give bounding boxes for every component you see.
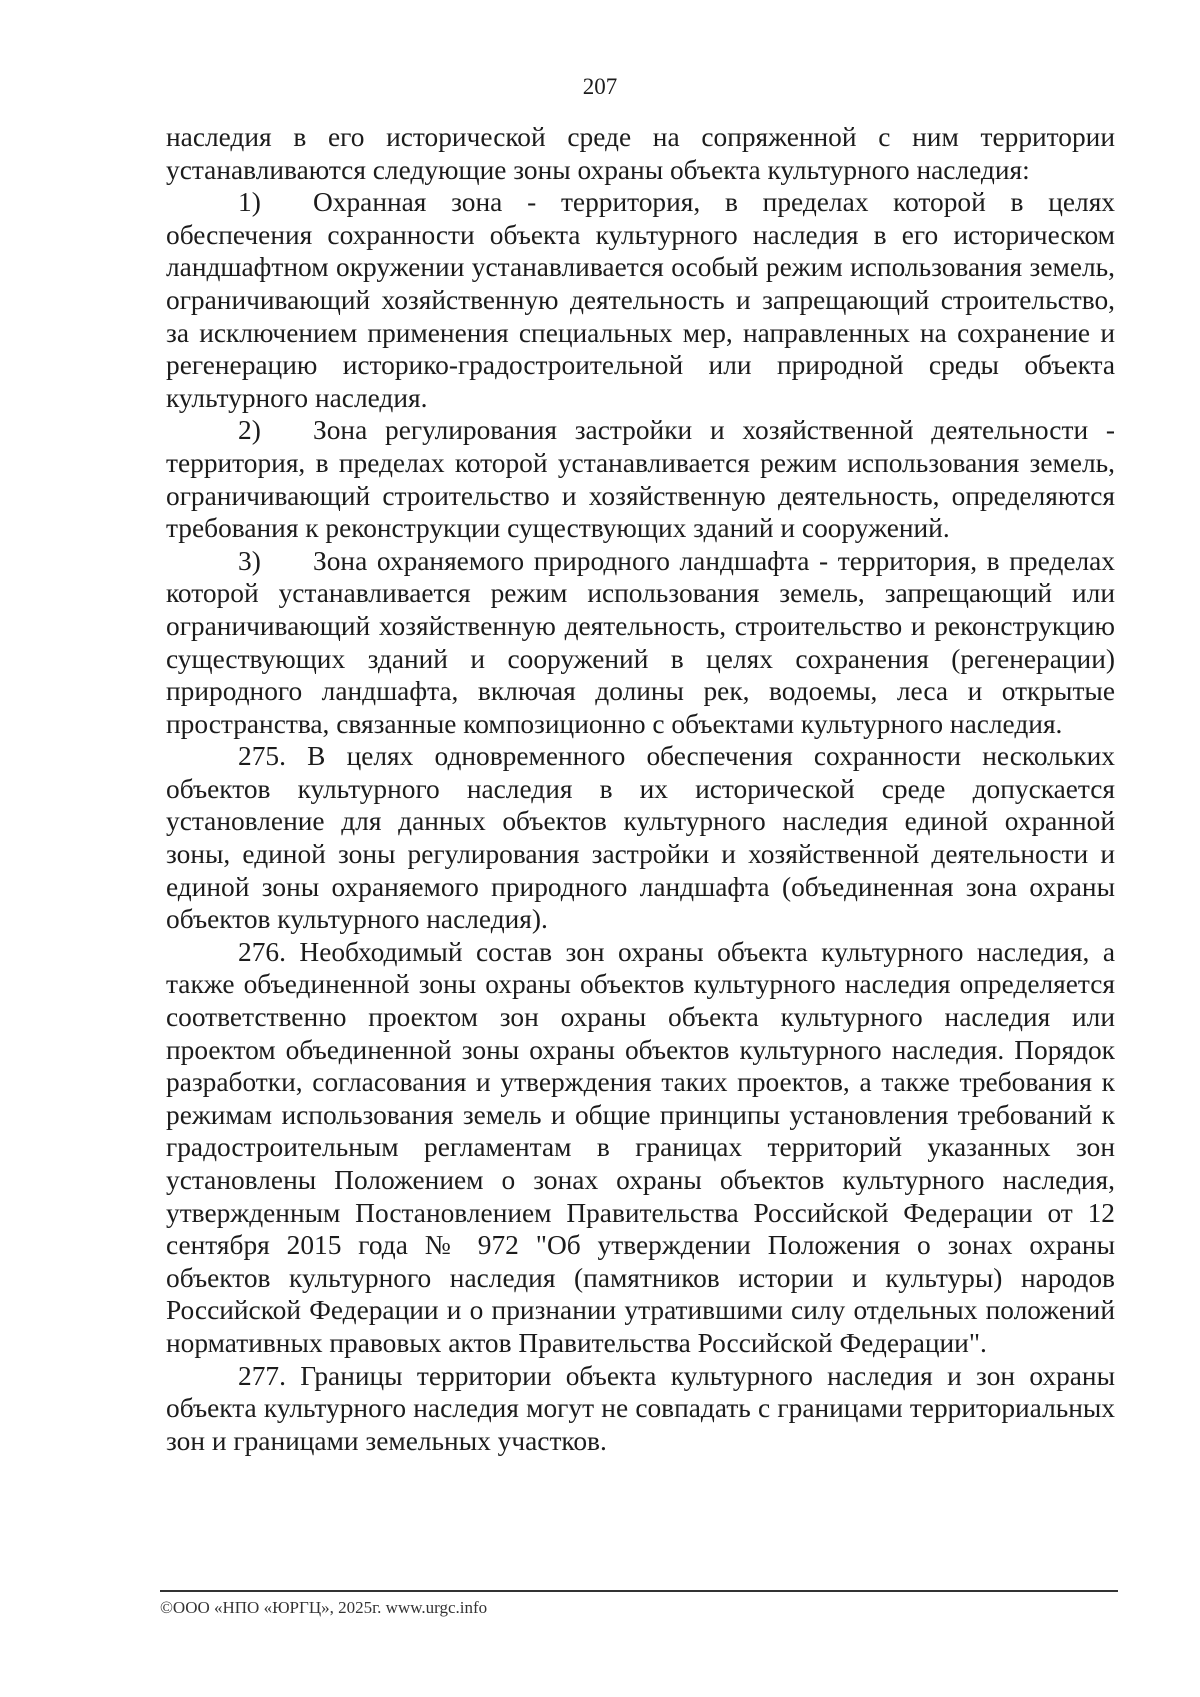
paragraph-277: 277. Границы территории объекта культурного наследия и зон охраны объекта культурного наследия могут не совпадать с границами территориальных зон и границами земельных участков. [166, 1360, 1115, 1456]
list-item-regulation-zone [166, 414, 1115, 544]
page-number: 207 [582, 74, 618, 99]
list-item-text: Зона регулирования застройки и хозяйственной деятельности - территория, в пределах которой устанавливается режим использования земель, ограничивающий строительство и хозяйственную деятельность, определяются требования к реконструкции существующих зданий и сооружений. [166, 415, 1115, 544]
list-number: 2) [238, 415, 261, 446]
list-item-text: Охранная зона - территория, в пределах которой в целях обеспечения сохранности объекта культурного наследия в его историческом ландшафтном окружении устанавливается особый режим использования земель, ограничивающий хозяйственную деятельность и запрещающий строительство, за исключением применения специальных мер, направленных на сохранение и регенерацию историко-градостроительной или природной среды объекта культурного наследия. [166, 187, 1115, 413]
paragraph-275: 275. В целях одновременного обеспечения сохранности нескольких объектов культурного наследия в их исторической среде допускается установление для данных объектов культурного наследия единой охранной зоны, единой зоны регулирования застройки и хозяйственной деятельности и единой зоны охраняемого природного ландшафта (объединенная зона охраны объектов культурного наследия). [166, 741, 1115, 935]
list-number: 3) [238, 545, 261, 576]
list-number: 1) [238, 187, 261, 218]
list-item-protection-zone [166, 186, 1115, 414]
document-body [166, 121, 1115, 1457]
list-item-landscape-zone [166, 545, 1115, 741]
list-item-text: Зона охраняемого природного ландшафта - территория, в пределах которой устанавливается режим использования земель, запрещающий или ограничивающий хозяйственную деятельность, строительство и реконструкцию существующих зданий и сооружений в целях сохранения (регенерации) природного ландшафта, включая долины рек, водоемы, леса и открытые пространства, связанные композиционно с объектами культурного наследия. [166, 545, 1115, 739]
paragraph-continuation: наследия в его исторической среде на сопряженной с ним территории устанавливаются следующие зоны охраны объекта культурного наследия: [166, 122, 1115, 185]
footer-divider [160, 1590, 1118, 1592]
paragraph-276: 276. Необходимый состав зон охраны объекта культурного наследия, а также объединенной зоны охраны объектов культурного наследия определяется соответственно проектом зон охраны объекта культурного наследия или проектом объединенной зоны охраны объектов культурного наследия. Порядок разработки, согласования и утверждения таких проектов, а также требования к режимам использования земель и общие принципы установления требований к градостроительным регламентам в границах территорий указанных зон установлены Положением о зонах охраны объектов культурного наследия, утвержденным Постановлением Правительства Российской Федерации от 12 сентября 2015 года № 972 "Об утверждении Положения о зонах охраны объектов культурного наследия (памятников истории и культуры) народов Российской Федерации и о признании утратившими силу отдельных положений нормативных правовых актов Правительства Российской Федерации". [166, 936, 1115, 1358]
footer-copyright: ©ООО «НПО «ЮРГЦ», 2025г. www.urgc.info [160, 1598, 488, 1617]
